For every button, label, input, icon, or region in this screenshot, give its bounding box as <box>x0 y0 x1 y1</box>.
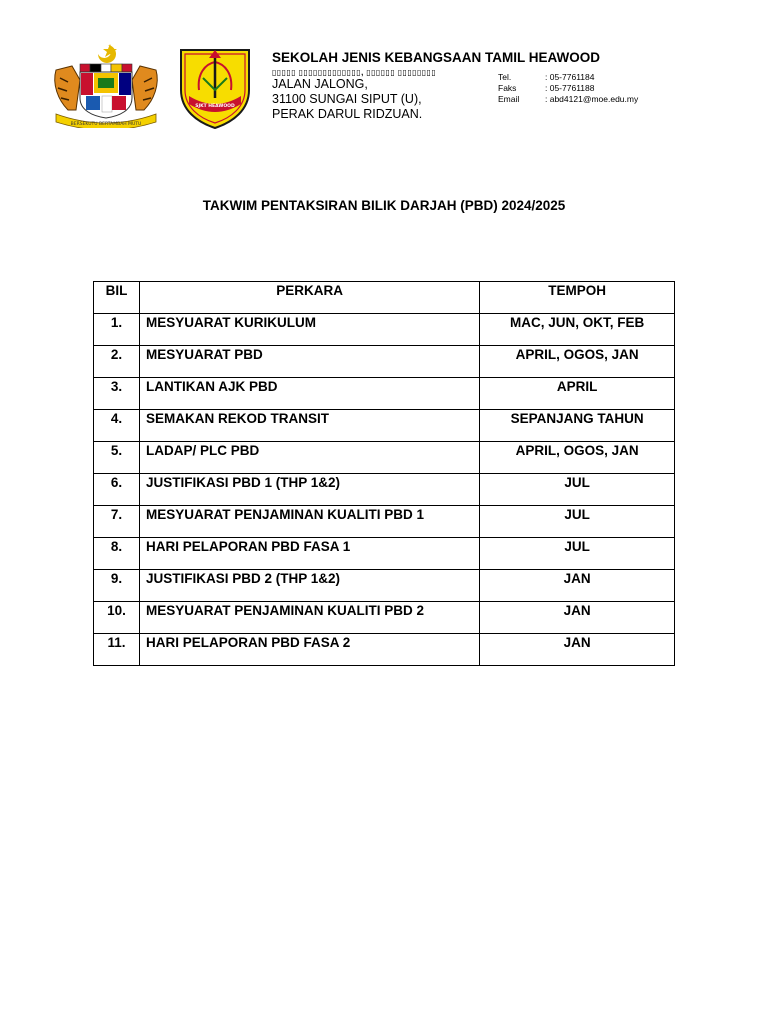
cell-perkara: MESYUARAT PBD <box>139 346 479 378</box>
contact-fax <box>498 83 638 94</box>
table-row <box>94 410 675 442</box>
table-row <box>94 602 675 634</box>
cell-bil: 11. <box>94 634 140 666</box>
school-name-tamil: ▯▯▯▯▯ ▯▯▯▯▯▯▯▯▯▯▯▯▯, ▯▯▯▯▯▯ ▯▯▯▯▯▯▯▯ <box>272 68 437 77</box>
contact-value: : 05-7761184 <box>545 72 595 82</box>
cell-perkara: JUSTIFIKASI PBD 2 (THP 1&2) <box>139 570 479 602</box>
cell-bil: 5. <box>94 442 140 474</box>
schedule-table <box>93 281 675 666</box>
svg-text:BERSEKUTU BERTAMBAH MUTU: BERSEKUTU BERTAMBAH MUTU <box>70 122 142 127</box>
address-line-3: PERAK DARUL RIDZUAN. <box>272 107 423 121</box>
header-perkara: PERKARA <box>139 282 479 314</box>
cell-perkara: SEMAKAN REKOD TRANSIT <box>139 410 479 442</box>
cell-bil: 4. <box>94 410 140 442</box>
contact-label: Tel. <box>498 72 512 82</box>
school-shield-logo-icon <box>175 44 255 130</box>
table-row <box>94 314 675 346</box>
cell-tempoh: APRIL <box>480 378 675 410</box>
cell-perkara: JUSTIFIKASI PBD 1 (THP 1&2) <box>139 474 479 506</box>
contact-tel <box>498 72 638 83</box>
address-line-1: JALAN JALONG, <box>272 77 368 91</box>
cell-bil: 2. <box>94 346 140 378</box>
header-tempoh: TEMPOH <box>480 282 675 314</box>
cell-bil: 9. <box>94 570 140 602</box>
cell-tempoh: JUL <box>480 538 675 570</box>
table-row <box>94 346 675 378</box>
school-name: SEKOLAH JENIS KEBANGSAAN TAMIL HEAWOOD <box>272 50 601 65</box>
cell-tempoh: MAC, JUN, OKT, FEB <box>480 314 675 346</box>
cell-perkara: LANTIKAN AJK PBD <box>139 378 479 410</box>
cell-bil: 7. <box>94 506 140 538</box>
table-row <box>94 538 675 570</box>
cell-tempoh: APRIL, OGOS, JAN <box>480 346 675 378</box>
table-row <box>94 442 675 474</box>
contact-label: Faks <box>498 83 517 93</box>
cell-tempoh: JUL <box>480 506 675 538</box>
cell-bil: 10. <box>94 602 140 634</box>
contact-value: : 05-7761188 <box>545 83 595 93</box>
contact-value: : abd4121@moe.edu.my <box>545 94 639 104</box>
cell-perkara: HARI PELAPORAN PBD FASA 1 <box>139 538 479 570</box>
cell-tempoh: JUL <box>480 474 675 506</box>
cell-bil: 8. <box>94 538 140 570</box>
cell-tempoh: JAN <box>480 634 675 666</box>
document-title: TAKWIM PENTAKSIRAN BILIK DARJAH (PBD) 2024/2025 <box>202 198 566 213</box>
svg-text:SJKT HEAWOOD: SJKT HEAWOOD <box>195 104 235 109</box>
contact-email <box>498 94 638 105</box>
cell-tempoh: SEPANJANG TAHUN <box>480 410 675 442</box>
cell-bil: 3. <box>94 378 140 410</box>
table-row <box>94 474 675 506</box>
contact-label: Email <box>498 94 520 104</box>
table-row <box>94 378 675 410</box>
cell-tempoh: APRIL, OGOS, JAN <box>480 442 675 474</box>
table-row <box>94 570 675 602</box>
malaysia-coat-of-arms-icon <box>50 40 162 128</box>
cell-perkara: MESYUARAT KURIKULUM <box>139 314 479 346</box>
table-row <box>94 634 675 666</box>
cell-perkara: HARI PELAPORAN PBD FASA 2 <box>139 634 479 666</box>
cell-bil: 6. <box>94 474 140 506</box>
address-line-2: 31100 SUNGAI SIPUT (U), <box>272 92 422 106</box>
cell-perkara: LADAP/ PLC PBD <box>139 442 479 474</box>
cell-tempoh: JAN <box>480 570 675 602</box>
cell-perkara: MESYUARAT PENJAMINAN KUALITI PBD 1 <box>139 506 479 538</box>
cell-bil: 1. <box>94 314 140 346</box>
contact-info <box>498 72 638 105</box>
cell-tempoh: JAN <box>480 602 675 634</box>
cell-perkara: MESYUARAT PENJAMINAN KUALITI PBD 2 <box>139 602 479 634</box>
table-header-row <box>94 282 675 314</box>
table-row <box>94 506 675 538</box>
header-bil: BIL <box>94 282 140 314</box>
